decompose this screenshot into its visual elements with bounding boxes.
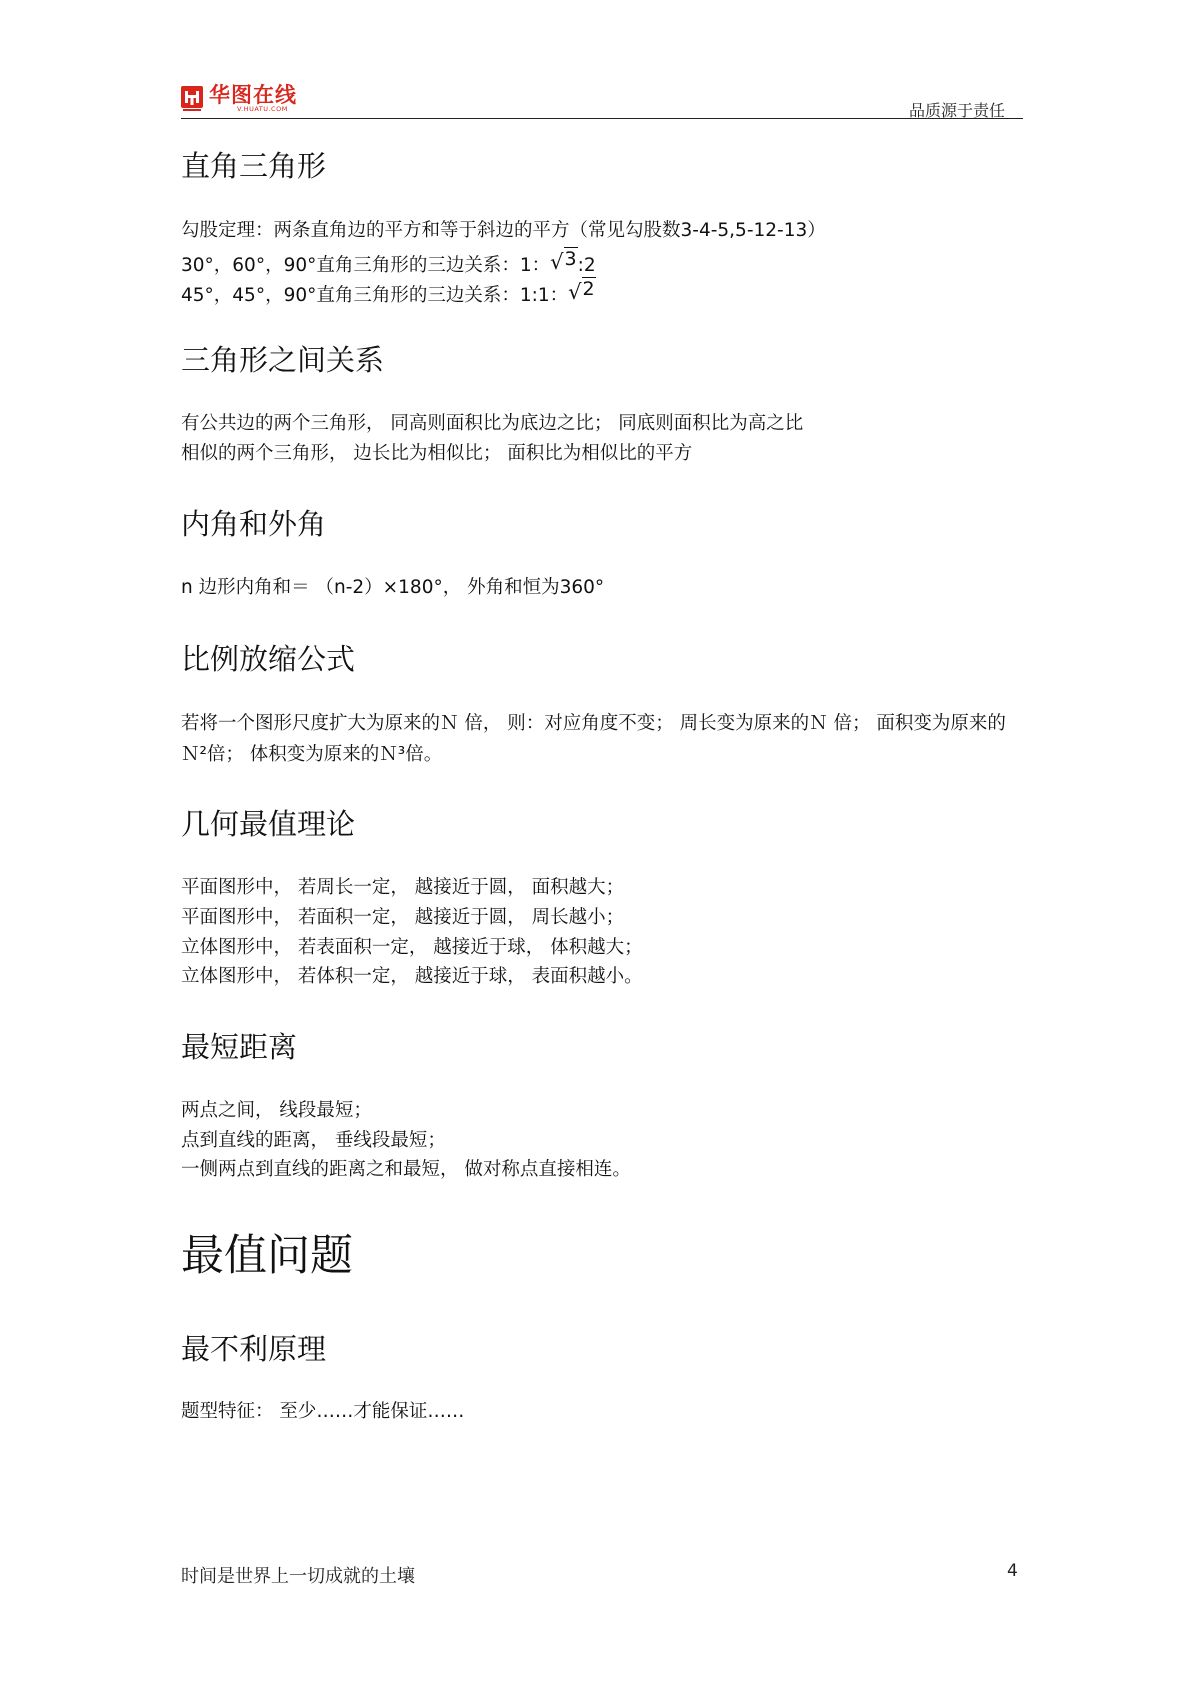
theory-line: 平面图形中， 若周长一定， 越接近于圆， 面积越大；: [181, 877, 625, 898]
triangle-30-60-90-suffix: :2: [577, 255, 596, 276]
sqrt-symbol: √2: [568, 278, 595, 304]
shortest-line: 点到直线的距离， 垂线段最短；: [181, 1130, 446, 1151]
triangle-30-60-90-text: 30°，60°，90°直角三角形的三边关系：1：: [181, 255, 551, 276]
theory-line: 立体图形中， 若体积一定， 越接近于球， 表面积越小。: [181, 966, 643, 987]
sqrt-symbol: √3: [550, 248, 577, 274]
page-number: 4: [1007, 1561, 1018, 1581]
section-title-shortest-distance: 最短距离: [181, 1030, 298, 1064]
scaling-paragraph: 若将一个图形尺度扩大为原来的Ｎ 倍， 则：对应角度不变； 周长变为原来的Ｎ 倍； 面积变为原来的Ｎ²倍； 体积变为原来的Ｎ³倍。: [181, 713, 1006, 765]
page-header: [181, 84, 1023, 119]
section-title-angles: 内角和外角: [181, 507, 327, 541]
pythagorean-line: 勾股定理：两条直角边的平方和等于斜边的平方（常见勾股数3-4-5,5-12-13）: [181, 220, 826, 241]
section-title-scaling: 比例放缩公式: [181, 642, 356, 676]
section-title-triangle-relations: 三角形之间关系: [181, 343, 385, 377]
theory-line: 平面图形中， 若面积一定， 越接近于圆， 周长越小；: [181, 907, 625, 928]
triangle-45-45-90-text: 45°，45°，90°直角三角形的三边关系：1:1：: [181, 285, 569, 306]
logo-text: [209, 85, 297, 113]
footer-motto: 时间是世界上一切成就的土壤: [181, 1566, 415, 1587]
similar-triangles-line: 相似的两个三角形， 边长比为相似比； 面积比为相似比的平方: [181, 443, 693, 464]
sqrt-radicand: 3: [564, 248, 577, 270]
shared-side-line: 有公共边的两个三角形， 同高则面积比为底边之比； 同底则面积比为高之比: [181, 413, 804, 434]
sqrt-radicand: 2: [582, 278, 595, 300]
section-title-right-triangle: 直角三角形: [181, 149, 327, 183]
shortest-line: 两点之间， 线段最短；: [181, 1100, 372, 1121]
section-title-extremum-theory: 几何最值理论: [181, 807, 356, 841]
huatu-logo-icon: [181, 86, 203, 112]
worst-case-feature-line: 题型特征： 至少……才能保证……: [181, 1401, 465, 1422]
angle-sum-line: n 边形内角和＝ （n-2）×180°， 外角和恒为360°: [181, 577, 605, 598]
logo-url: V.HUATU.COM: [237, 105, 288, 113]
chapter-title-extremum-problems: 最值问题: [181, 1231, 353, 1281]
logo-chinese-name: 华图在线: [209, 83, 297, 107]
header-slogan: 品质源于责任: [908, 101, 1005, 120]
huatu-logo: [181, 84, 297, 114]
triangle-45-45-90-line: [181, 274, 596, 311]
theory-line: 立体图形中， 若表面积一定， 越接近于球， 体积越大；: [181, 937, 643, 958]
section-title-worst-case: 最不利原理: [181, 1332, 327, 1366]
shortest-line: 一侧两点到直线的距离之和最短， 做对称点直接相连。: [181, 1159, 631, 1180]
